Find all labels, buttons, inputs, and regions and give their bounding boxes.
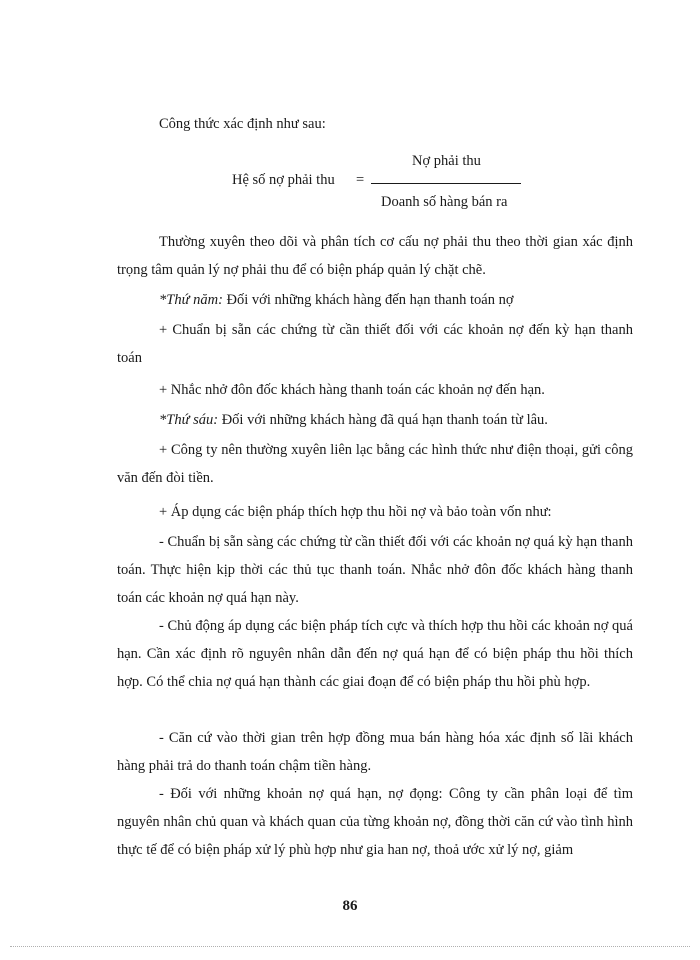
intro-text: Công thức xác định như sau: [159, 116, 326, 132]
paragraph: - Chủ động áp dụng các biện pháp tích cực và thích hợp thu hồi các khoản nợ quá hạn. Cần xác định rõ nguyên nhân dẫn đến nợ quá hạn để có biện pháp thu hồi thích hợp. Có thể chia nợ quá hạn thành các giai đoạn để có biện pháp thu hồi phù hợp. [117, 618, 633, 690]
paragraph: - Căn cứ vào thời gian trên hợp đồng mua bán hàng hóa xác định số lãi khách hàng phải trả do thanh toán chậm tiền hàng. [117, 730, 633, 774]
formula-equals: = [356, 172, 365, 188]
paragraph: *Thứ năm: Đối với những khách hàng đến hạn thanh toán nợ [159, 292, 514, 308]
paragraph: - Đối với những khoản nợ quá hạn, nợ đọng: Công ty cần phân loại để tìm nguyên nhân chủ quan và khách quan của từng khoản nợ, đồng thời căn cứ vào tình hình thực tế để có biện pháp xử lý phù hợp như gia han nợ, thoả ước xử lý nợ, giảm [117, 786, 633, 858]
formula-label: Hệ số nợ phải thu [232, 172, 335, 188]
paragraph: + Chuẩn bị sẵn các chứng từ cần thiết đối với các khoản nợ đến kỳ hạn thanh toán [117, 322, 633, 366]
formula-denominator: Doanh số hàng bán ra [381, 194, 508, 210]
footer-divider [10, 946, 690, 947]
page-number: 86 [342, 898, 358, 914]
paragraph: - Chuẩn bị sẵn sàng các chứng từ cần thiết đối với các khoản nợ quá kỳ hạn thanh toán. Thực hiện kịp thời các thủ tục thanh toán. Nhắc nhở đôn đốc khách hàng thanh toán các khoản nợ quá hạn này. [117, 534, 633, 606]
paragraph: + Áp dụng các biện pháp thích hợp thu hồi nợ và bảo toàn vốn như: [159, 504, 552, 520]
paragraph: Thường xuyên theo dõi và phân tích cơ cấu nợ phải thu theo thời gian xác định trọng tâm quản lý nợ phải thu để có biện pháp quản lý chặt chẽ. [117, 234, 633, 278]
fraction-bar [371, 183, 521, 184]
formula-numerator: Nợ phải thu [412, 153, 481, 169]
paragraph: *Thứ sáu: Đối với những khách hàng đã quá hạn thanh toán từ lâu. [159, 412, 548, 428]
paragraph: + Công ty nên thường xuyên liên lạc bằng các hình thức như điện thoại, gửi công văn đến đòi tiền. [117, 442, 633, 486]
paragraph: + Nhắc nhở đôn đốc khách hàng thanh toán các khoản nợ đến hạn. [159, 382, 545, 398]
